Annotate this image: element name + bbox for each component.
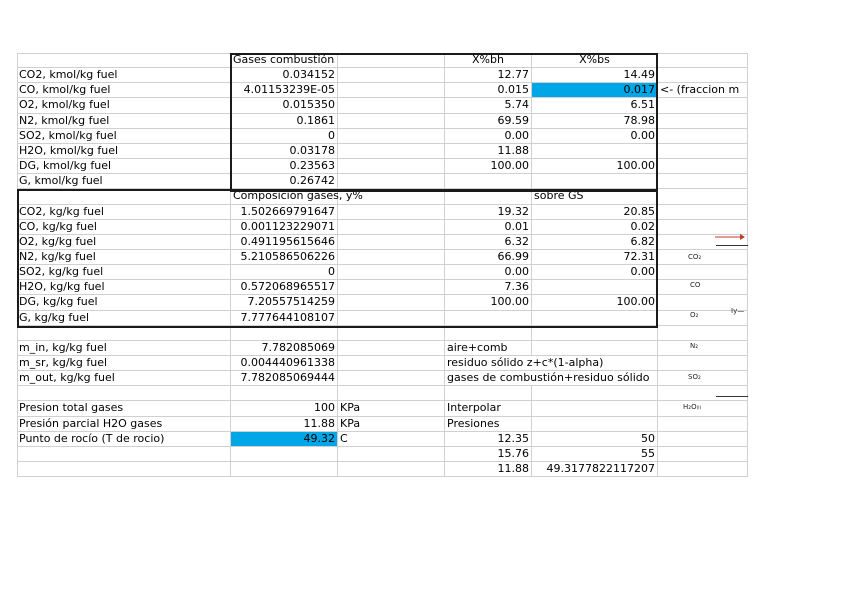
cell-r3-note[interactable]: <- (fraccion m (658, 83, 748, 98)
cell-r7-xbh[interactable]: 11.88 (445, 144, 532, 159)
cell-r13-unit[interactable] (338, 235, 445, 250)
cell-r28-xbs[interactable]: 49.3177822117207 (532, 462, 658, 477)
cell-r27-unit[interactable] (338, 447, 445, 462)
cell-r12-xbh[interactable]: 0.01 (445, 220, 532, 235)
cell-r11-note[interactable] (658, 205, 748, 220)
cell-r22-value[interactable]: 7.782085069444 (231, 371, 338, 386)
cell-r28-label[interactable] (17, 462, 231, 477)
arrow-icon (715, 232, 745, 242)
cell-r23-xbh[interactable] (445, 386, 532, 401)
cell-r3-unit[interactable] (338, 83, 445, 98)
cell-r11-value[interactable]: 1.502669791647 (231, 205, 338, 220)
cell-r22-unit[interactable] (338, 371, 445, 386)
cell-r2-value[interactable]: 0.034152 (231, 68, 338, 83)
cell-r16-xbh[interactable]: 7.36 (445, 280, 532, 295)
cell-r24-label[interactable]: Presion total gases (17, 401, 231, 417)
cell-r17-xbh[interactable]: 100.00 (445, 295, 532, 311)
cell-r24-value[interactable]: 100 (231, 401, 338, 417)
cell-r4-xbs[interactable]: 6.51 (532, 98, 658, 114)
cell-r27-label[interactable] (17, 447, 231, 462)
cell-r21-label[interactable]: m_sr, kg/kg fuel (17, 356, 231, 371)
cell-r28-unit[interactable] (338, 462, 445, 477)
cell-r21-unit[interactable] (338, 356, 445, 371)
cell-r5-xbs[interactable]: 78.98 (532, 114, 658, 129)
cell-r7-note[interactable] (658, 144, 748, 159)
cell-r20-value[interactable]: 7.782085069 (231, 341, 338, 356)
cell-r2-label[interactable]: CO2, kmol/kg fuel (17, 68, 231, 83)
cell-r19-value[interactable] (231, 326, 338, 341)
cell-r8-xbs[interactable]: 100.00 (532, 159, 658, 174)
cell-r4-xbh[interactable]: 5.74 (445, 98, 532, 114)
diagram-label-so2: SO₂ (688, 373, 701, 381)
diagram-label-h2o: H₂O₍ₗ₎ (683, 403, 702, 411)
cell-r13-label[interactable]: O2, kg/kg fuel (17, 235, 231, 250)
cell-r25-xbs[interactable] (532, 417, 658, 432)
diagram-line-bottom (716, 396, 748, 397)
cell-r16-unit[interactable] (338, 280, 445, 295)
cell-r25-unit[interactable]: KPa (338, 417, 445, 432)
cell-r19-note[interactable] (658, 326, 748, 341)
cell-r8-unit[interactable] (338, 159, 445, 174)
cell-r5-label[interactable]: N2, kmol/kg fuel (17, 114, 231, 129)
cell-r1-note[interactable] (658, 53, 748, 68)
cell-r23-unit[interactable] (338, 386, 445, 401)
cell-r6-xbh[interactable]: 0.00 (445, 129, 532, 144)
cell-r4-note[interactable] (658, 98, 748, 114)
cell-r1-value[interactable]: Gases combustión (231, 53, 338, 68)
cell-r6-unit[interactable] (338, 129, 445, 144)
cell-r7-xbs[interactable] (532, 144, 658, 159)
diagram-label-n2: N₂ (690, 342, 699, 350)
cell-r10-xbh[interactable] (445, 189, 532, 205)
cell-r14-value[interactable]: 5.210586506226 (231, 250, 338, 265)
cell-r17-xbs[interactable]: 100.00 (532, 295, 658, 311)
cell-r8-xbh[interactable]: 100.00 (445, 159, 532, 174)
cell-r26-value[interactable]: 49.32 (231, 432, 338, 447)
cell-r25-value[interactable]: 11.88 (231, 417, 338, 432)
cell-r17-unit[interactable] (338, 295, 445, 311)
cell-r18-value[interactable]: 7.777644108107 (231, 311, 338, 326)
cell-r14-unit[interactable] (338, 250, 445, 265)
cell-r6-xbs[interactable]: 0.00 (532, 129, 658, 144)
cell-r25-xbh[interactable]: Presiones (445, 417, 532, 432)
cell-r18-unit[interactable] (338, 311, 445, 326)
cell-r3-xbh[interactable]: 0.015 (445, 83, 532, 98)
cell-r3-value[interactable]: 4.01153239E-05 (231, 83, 338, 98)
diagram-label-co: CO (690, 281, 701, 289)
cell-r15-xbs[interactable]: 0.00 (532, 265, 658, 280)
cell-r28-xbh[interactable]: 11.88 (445, 462, 532, 477)
cell-r6-label[interactable]: SO2, kmol/kg fuel (17, 129, 231, 144)
cell-r28-value[interactable] (231, 462, 338, 477)
cell-r1-xbh[interactable]: X%bh (445, 53, 532, 68)
cell-r20-unit[interactable] (338, 341, 445, 356)
cell-r16-note[interactable] (658, 280, 748, 295)
cell-r16-value[interactable]: 0.572068965517 (231, 280, 338, 295)
cell-r7-value[interactable]: 0.03178 (231, 144, 338, 159)
cell-r11-xbh[interactable]: 19.32 (445, 205, 532, 220)
cell-r6-value[interactable]: 0 (231, 129, 338, 144)
cell-r17-label[interactable]: DG, kg/kg fuel (17, 295, 231, 311)
cell-r5-unit[interactable] (338, 114, 445, 129)
diagram-line-top (716, 245, 748, 246)
cell-r14-xbs[interactable]: 72.31 (532, 250, 658, 265)
cell-r24-xbs[interactable] (532, 401, 658, 417)
cell-r5-xbh[interactable]: 69.59 (445, 114, 532, 129)
cell-r15-label[interactable]: SO2, kg/kg fuel (17, 265, 231, 280)
cell-r15-xbh[interactable]: 0.00 (445, 265, 532, 280)
cell-r3-xbs[interactable]: 0.017 (532, 83, 658, 98)
cell-r1-label[interactable] (17, 53, 231, 68)
cell-r7-label[interactable]: H2O, kmol/kg fuel (17, 144, 231, 159)
cell-r18-xbs[interactable] (532, 311, 658, 326)
cell-r27-xbs[interactable]: 55 (532, 447, 658, 462)
cell-r19-label[interactable] (17, 326, 231, 341)
cell-r8-label[interactable]: DG, kmol/kg fuel (17, 159, 231, 174)
cell-r24-unit[interactable]: KPa (338, 401, 445, 417)
cell-r2-xbs[interactable]: 14.49 (532, 68, 658, 83)
cell-r9-label[interactable]: G, kmol/kg fuel (17, 174, 231, 189)
diagram-label-o2: O₂ (690, 311, 699, 319)
cell-r2-xbh[interactable]: 12.77 (445, 68, 532, 83)
cell-r26-label[interactable]: Punto de rocío (T de rocio) (17, 432, 231, 447)
diagram-side-text: Iy— (731, 307, 745, 315)
cell-r10-note[interactable] (658, 189, 748, 205)
cell-r25-note[interactable] (658, 417, 748, 432)
cell-r23-value[interactable] (231, 386, 338, 401)
cell-r5-value[interactable]: 0.1861 (231, 114, 338, 129)
diagram-label-co2: CO₂ (688, 253, 702, 261)
cell-r23-xbs[interactable] (532, 386, 658, 401)
cell-r9-note[interactable] (658, 174, 748, 189)
cell-r26-xbs[interactable]: 50 (532, 432, 658, 447)
cell-r12-label[interactable]: CO, kg/kg fuel (17, 220, 231, 235)
cell-r23-label[interactable] (17, 386, 231, 401)
cell-r21-xbh[interactable]: residuo sólido z+c*(1-alpha) (445, 356, 695, 371)
cell-r10-value[interactable]: Composición gases, y% (231, 189, 338, 205)
cell-r28-note[interactable] (658, 462, 748, 477)
cell-r26-unit[interactable]: C (338, 432, 445, 447)
cell-r20-xbs[interactable] (532, 341, 658, 356)
cell-r3-label[interactable]: CO, kmol/kg fuel (17, 83, 231, 98)
cell-r16-label[interactable]: H2O, kg/kg fuel (17, 280, 231, 295)
cell-r13-xbs[interactable]: 6.82 (532, 235, 658, 250)
cell-r15-note[interactable] (658, 265, 748, 280)
cell-r17-value[interactable]: 7.20557514259 (231, 295, 338, 311)
cell-r14-xbh[interactable]: 66.99 (445, 250, 532, 265)
cell-r4-value[interactable]: 0.015350 (231, 98, 338, 114)
cell-r11-xbs[interactable]: 20.85 (532, 205, 658, 220)
cell-r9-unit[interactable] (338, 174, 445, 189)
cell-r27-xbh[interactable]: 15.76 (445, 447, 532, 462)
cell-r18-label[interactable]: G, kg/kg fuel (17, 311, 231, 326)
cell-r19-xbh[interactable] (445, 326, 532, 341)
cell-r5-note[interactable] (658, 114, 748, 129)
cell-r14-note[interactable] (658, 250, 748, 265)
cell-r19-unit[interactable] (338, 326, 445, 341)
cell-r24-note[interactable] (658, 401, 748, 417)
cell-r25-label[interactable]: Presión parcial H2O gases (17, 417, 231, 432)
cell-r2-unit[interactable] (338, 68, 445, 83)
cell-r27-value[interactable] (231, 447, 338, 462)
cell-r7-unit[interactable] (338, 144, 445, 159)
cell-r6-note[interactable] (658, 129, 748, 144)
cell-r20-note[interactable] (658, 341, 748, 356)
cell-r11-label[interactable]: CO2, kg/kg fuel (17, 205, 231, 220)
cell-r1-unit[interactable] (338, 53, 445, 68)
cell-r24-xbh[interactable]: Interpolar (445, 401, 532, 417)
cell-r2-note[interactable] (658, 68, 748, 83)
cell-r4-unit[interactable] (338, 98, 445, 114)
cell-r1-xbs[interactable]: X%bs (532, 53, 658, 68)
cell-r12-value[interactable]: 0.001123229071 (231, 220, 338, 235)
cell-r22-label[interactable]: m_out, kg/kg fuel (17, 371, 231, 386)
cell-r12-xbs[interactable]: 0.02 (532, 220, 658, 235)
cell-r10-unit[interactable] (338, 189, 445, 205)
cell-r9-xbs[interactable] (532, 174, 658, 189)
cell-r10-xbs[interactable]: sobre GS (532, 189, 658, 205)
cell-r20-label[interactable]: m_in, kg/kg fuel (17, 341, 231, 356)
cell-r23-note[interactable] (658, 386, 748, 401)
cell-r27-note[interactable] (658, 447, 748, 462)
cell-r4-label[interactable]: O2, kmol/kg fuel (17, 98, 231, 114)
cell-r20-xbh[interactable]: aire+comb (445, 341, 532, 356)
cell-r15-value[interactable]: 0 (231, 265, 338, 280)
cell-r21-value[interactable]: 0.004440961338 (231, 356, 338, 371)
cell-r18-xbh[interactable] (445, 311, 532, 326)
cell-r13-value[interactable]: 0.491195615646 (231, 235, 338, 250)
cell-r16-xbs[interactable] (532, 280, 658, 295)
cell-r15-unit[interactable] (338, 265, 445, 280)
cell-r9-xbh[interactable] (445, 174, 532, 189)
cell-r14-label[interactable]: N2, kg/kg fuel (17, 250, 231, 265)
cell-r26-xbh[interactable]: 12.35 (445, 432, 532, 447)
cell-r10-label[interactable] (17, 189, 231, 205)
cell-r26-note[interactable] (658, 432, 748, 447)
cell-r22-xbh[interactable]: gases de combustión+residuo sólido (445, 371, 695, 386)
cell-r9-value[interactable]: 0.26742 (231, 174, 338, 189)
cell-r13-xbh[interactable]: 6.32 (445, 235, 532, 250)
cell-r8-note[interactable] (658, 159, 748, 174)
cell-r19-xbs[interactable] (532, 326, 658, 341)
cell-r8-value[interactable]: 0.23563 (231, 159, 338, 174)
cell-r11-unit[interactable] (338, 205, 445, 220)
cell-r12-unit[interactable] (338, 220, 445, 235)
